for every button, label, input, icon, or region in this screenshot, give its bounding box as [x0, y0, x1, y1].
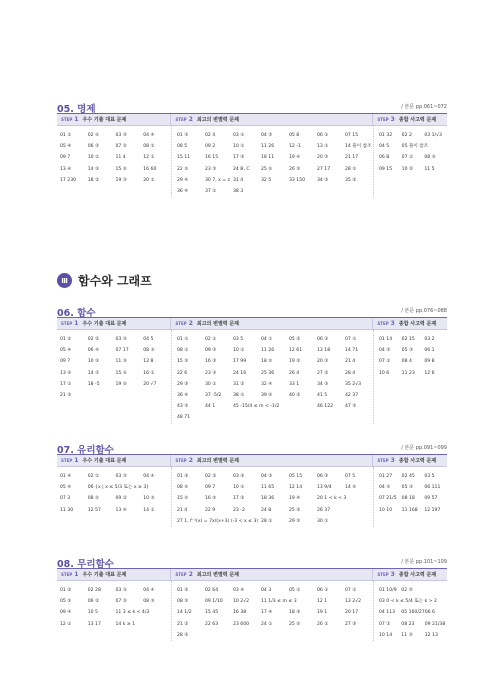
- answer-item: 11 168: [401, 507, 418, 513]
- answer-item: 02 ⑤: [87, 133, 100, 138]
- answer-item: 07 ①: [401, 155, 414, 161]
- answer-item: 17 ④: [261, 610, 273, 616]
- page-reference: / 본문 pp.101~109: [401, 559, 447, 565]
- answer-item: 13 ④: [60, 166, 72, 172]
- answer-item: 46 122: [317, 404, 334, 410]
- answer-item: 19 ④: [289, 496, 301, 502]
- answer-item: 36 ④: [177, 392, 189, 398]
- section-title: 08. 무리함수: [57, 559, 114, 570]
- answer-item: 48 71: [177, 415, 191, 421]
- page-reference: / 본문 pp.091~099: [401, 445, 447, 451]
- answer-item: 05 ②: [289, 337, 301, 342]
- answer-item: 15 11: [177, 155, 191, 161]
- answer-item: 07 3: [60, 496, 71, 502]
- answer-item: 33 1: [289, 381, 300, 387]
- answer-item: 21 4: [177, 507, 188, 513]
- answer-item: 18 36: [261, 496, 275, 502]
- answer-item: 24 8: [261, 507, 272, 513]
- answer-item: 12 6: [424, 370, 435, 376]
- answer-item: 07 15: [345, 133, 359, 138]
- answer-item: 16 ①: [143, 370, 155, 376]
- answer-item: 02 4: [205, 133, 216, 138]
- answer-item: 30 ①: [205, 381, 217, 387]
- answer-item: 18 -5: [87, 381, 100, 387]
- answer-item: 01 ③: [177, 133, 189, 138]
- answer-item: 05 ①: [289, 588, 301, 593]
- answer-item: 20 ③: [317, 359, 329, 365]
- step2-answers: [171, 581, 373, 641]
- answer-item: 08 ⑤: [143, 348, 155, 354]
- answer-item: 05 풀이 참조: [401, 144, 429, 150]
- answer-item: 28 ③: [177, 632, 189, 638]
- answer-item: 14 ③: [87, 370, 100, 376]
- answer-item: 05 ④: [60, 144, 72, 150]
- answer-item: 02 28: [87, 588, 101, 593]
- answer-item: 09 57: [424, 496, 438, 502]
- answer-item: 12 14: [289, 485, 303, 491]
- answer-item: 07 ①: [379, 359, 391, 365]
- answer-item: 10 ①: [233, 348, 245, 354]
- answer-item: 02 15: [401, 337, 415, 342]
- answer-item: 13 ⑤: [60, 370, 72, 376]
- answer-item: 07 ③: [115, 599, 127, 605]
- answer-item: 23 600: [233, 621, 250, 627]
- answer-item: 09 ③: [205, 348, 217, 354]
- answer-item: 21 ②: [177, 621, 189, 627]
- answer-item: 22 ⑤: [177, 166, 189, 172]
- answer-item: 12 -1: [289, 144, 301, 150]
- answer-item: 07 ②: [379, 621, 391, 627]
- answer-item: 10 ⑤: [143, 496, 155, 502]
- answer-item: 35 2√3: [345, 381, 362, 387]
- answer-item: 33 150: [289, 177, 306, 183]
- answer-item: 02 ①: [205, 337, 217, 342]
- answer-item: 11 30: [60, 507, 74, 513]
- answer-item: 34 ③: [317, 177, 329, 183]
- answer-item: 16 ⑤: [205, 496, 217, 502]
- answer-item: 16 15: [205, 155, 219, 161]
- step2-answers: [171, 330, 373, 424]
- answer-item: 01 27: [379, 474, 393, 479]
- answer-item: 19 1: [317, 610, 328, 616]
- answer-item: 09 ②: [115, 496, 127, 502]
- answer-item: 20 ①: [143, 177, 155, 183]
- answer-item: 08 5: [177, 144, 188, 150]
- chapter-title: 함수와 그래프: [78, 274, 152, 288]
- answer-item: 03 ③: [115, 337, 127, 342]
- answer-item: 08 18: [401, 496, 415, 502]
- section-07: [57, 442, 447, 527]
- page-reference: / 본문 pp.061~072: [401, 104, 447, 110]
- answer-item: 06 ①: [317, 133, 329, 138]
- answer-item: 27 17: [317, 166, 331, 172]
- answer-item: 12 197: [424, 507, 441, 513]
- answer-item: 05 8: [289, 133, 300, 138]
- answer-item: 10 ②: [401, 166, 414, 172]
- answer-item: 35 ②: [345, 177, 357, 183]
- step1-answers: [57, 581, 171, 641]
- answer-item: 06 ②: [317, 337, 329, 342]
- answer-item: 01 ①: [60, 133, 72, 138]
- answer-item: 11 5: [424, 166, 435, 172]
- answer-item: 01 32: [379, 133, 393, 138]
- answer-item: 24 B, C: [233, 166, 250, 172]
- answer-item: 26 ①: [317, 621, 329, 627]
- answer-item: 15 ⑤: [115, 166, 127, 172]
- answer-item: 04 5: [143, 337, 154, 342]
- answer-item: 25 ⑤: [261, 166, 273, 172]
- answer-item: 17 99: [233, 359, 247, 365]
- answer-item: 01 10/9: [379, 588, 397, 593]
- step3-answers: [373, 330, 447, 424]
- answer-item: 12 ①: [60, 621, 72, 627]
- answer-item: 24 16: [233, 370, 247, 376]
- answer-item: 28 4: [345, 370, 356, 376]
- answer-item: 21 ③: [60, 392, 72, 398]
- answer-item: 01 ②: [177, 588, 189, 593]
- answer-item: 20 1 < k < 3: [317, 496, 347, 502]
- answer-item: 13 ④: [115, 507, 127, 513]
- answer-item: 14 ③: [87, 166, 100, 172]
- answer-item: 01 ④: [60, 474, 72, 479]
- answer-item: 27 ③: [345, 621, 357, 627]
- step-header: STEP 1 우수 기출 대표 문제 STEP 2 최고의 변별력 문제 STEP 3 종합 사고력 문제: [57, 318, 447, 330]
- answer-item: 10 ③: [87, 359, 100, 365]
- answer-item: 08 ⑤: [424, 155, 436, 161]
- answer-item: 13 18: [317, 348, 331, 354]
- answer-item: 25 ②: [289, 507, 301, 513]
- answer-item: 14 1/2: [177, 610, 192, 616]
- step3-answers: [373, 581, 447, 641]
- answer-item: 38 3: [233, 188, 244, 194]
- answer-item: 11 4: [115, 155, 126, 161]
- answer-item: 10 6: [379, 370, 390, 376]
- answer-item: 08 ①: [177, 348, 189, 354]
- step2-answers: [171, 126, 373, 197]
- answer-item: 07 17: [115, 348, 129, 354]
- answer-item: 11 ③: [115, 359, 127, 365]
- answer-item: 34 ③: [317, 381, 329, 387]
- answer-item: 10 ①: [87, 155, 100, 161]
- answer-item: 23 ③: [205, 166, 217, 172]
- answer-item: 06 ①: [317, 588, 329, 593]
- answer-item: 06 ④: [87, 348, 100, 354]
- answer-item: 09 21/38: [424, 621, 446, 627]
- answer-item: 24 ①: [261, 621, 273, 627]
- step3-answers: [373, 126, 447, 197]
- answer-item: 02 ①: [87, 474, 100, 479]
- answer-item: 27 ②: [317, 370, 329, 376]
- answer-item: 45 -15/4 ≤ m < -1/2: [233, 404, 280, 410]
- section-05: [57, 101, 447, 197]
- answer-item: 07 ②: [115, 144, 127, 150]
- answer-item: 04 ③: [379, 348, 391, 354]
- answer-item: 18 ③: [289, 610, 301, 616]
- answer-item: 11 26: [261, 144, 275, 150]
- answer-item: 06 1: [424, 348, 435, 354]
- answer-item: 03 5: [424, 474, 435, 479]
- answer-item: 03 ③: [115, 588, 127, 593]
- answer-item: 15 ⑤: [115, 370, 127, 376]
- answer-item: 39 ⑤: [261, 392, 273, 398]
- answer-item: 05 ④: [60, 485, 72, 491]
- chapter-heading: [57, 272, 152, 289]
- answer-item: 01 ③: [177, 474, 189, 479]
- answer-item: 22 9: [205, 507, 216, 513]
- answer-item: 05 160/27: [401, 610, 425, 616]
- answer-item: 19 ④: [289, 155, 301, 161]
- answer-item: 11 3 ≤ k < 4/3: [115, 610, 150, 616]
- answer-item: 29 ③: [289, 518, 301, 524]
- answer-item: 17 230: [60, 177, 77, 183]
- answer-item: 04 ④: [143, 474, 155, 479]
- step-header: STEP 1 우수 기출 대표 문제 STEP 2 최고의 변별력 문제 STEP 3 종합 사고력 문제: [57, 455, 447, 467]
- answer-item: 20 √7: [143, 381, 157, 387]
- answer-item: 12 1: [317, 599, 328, 605]
- section-title: 05. 명제: [57, 104, 96, 115]
- step-header: STEP 1 우수 기출 대표 문제 STEP 2 최고의 변별력 문제 STEP 3 종합 사고력 문제: [57, 569, 447, 581]
- answer-item: 23 -2: [233, 507, 245, 513]
- answer-item: 08 ①: [143, 144, 155, 150]
- answer-item: 30 ①: [317, 518, 329, 524]
- answer-item: 03 ③: [115, 133, 127, 138]
- answer-item: 07 5: [345, 474, 356, 479]
- answer-item: 09 1/10: [205, 599, 223, 605]
- step1-answers: [57, 126, 171, 197]
- answer-item: 14 ⑤: [345, 485, 357, 491]
- answer-item: 04 ④: [143, 133, 155, 138]
- answer-item: 03 ③: [115, 474, 127, 479]
- answer-item: 11 1/3 ≤ m ≤ 3: [261, 599, 297, 605]
- answer-item: 23 ③: [205, 370, 217, 376]
- answer-item: 12 61: [289, 348, 303, 354]
- answer-item: 13 2√2: [345, 599, 362, 605]
- answer-item: 05 ⑤: [60, 599, 72, 605]
- answer-item: 11 ③: [401, 632, 413, 638]
- answer-item: 17 ①: [60, 381, 72, 387]
- answer-item: 37 ①: [205, 188, 217, 194]
- step-header: STEP 1 우수 기출 대표 문제 STEP 2 최고의 변별력 문제 STEP 3 종합 사고력 문제: [57, 114, 447, 126]
- answer-item: 44 1: [205, 404, 216, 410]
- answer-item: 09 ④: [60, 610, 72, 616]
- answer-item: 02 ③: [401, 588, 413, 593]
- answer-item: 01 ①: [177, 337, 189, 342]
- chapter-number-badge: Ⅲ: [57, 273, 72, 288]
- answer-item: 15 ⑤: [177, 496, 189, 502]
- answer-item: 12 8: [143, 359, 154, 365]
- answer-item: 38 ①: [233, 392, 245, 398]
- answer-item: 08 ⑤: [87, 496, 100, 502]
- answer-item: 07 ①: [345, 588, 357, 593]
- answer-item: 10 5: [87, 610, 98, 616]
- answer-item: 09 2: [205, 144, 216, 150]
- answer-item: 16 ③: [205, 359, 217, 365]
- answer-item: 06 6: [424, 610, 435, 616]
- answer-item: 10 ①: [233, 144, 245, 150]
- answer-item: 42 37: [345, 392, 359, 398]
- answer-item: 05 15: [289, 474, 303, 479]
- answer-item: 05 ③: [401, 348, 414, 354]
- answer-item: 20 ③: [317, 155, 329, 161]
- answer-item: 14 풀이 참조: [345, 144, 372, 150]
- answer-item: 16 60: [143, 166, 157, 172]
- answer-item: 21 4: [345, 359, 356, 365]
- answer-item: 22 63: [205, 621, 219, 627]
- answer-item: 03 ①: [233, 133, 245, 138]
- answer-item: 31 4: [233, 177, 244, 183]
- answer-item: 01 ⑤: [60, 337, 72, 342]
- answer-item: 02 45: [401, 474, 415, 479]
- step3-answers: [373, 467, 447, 527]
- answer-item: 31 ②: [233, 381, 245, 387]
- answer-item: 07 21/5: [379, 496, 397, 502]
- answer-item: 17 ③: [233, 155, 245, 161]
- answer-item: 32 5: [261, 177, 272, 183]
- answer-item: 14 71: [345, 348, 359, 354]
- answer-item: 06 ②: [87, 599, 100, 605]
- answer-item: 18 11: [261, 155, 275, 161]
- answer-item: 06 B: [379, 155, 390, 161]
- answer-item: 09 7: [205, 485, 216, 491]
- answer-item: 04 113: [379, 610, 396, 616]
- answer-item: 02 ②: [205, 474, 217, 479]
- answer-item: 29 ④: [177, 177, 189, 183]
- answer-item: 06 ③: [87, 144, 100, 150]
- answer-item: 03 ③: [233, 474, 245, 479]
- step1-answers: [57, 330, 171, 424]
- answer-item: 12 13: [424, 632, 438, 638]
- answer-item: 18 ②: [87, 177, 100, 183]
- answer-item: 04 ③: [261, 474, 273, 479]
- answer-item: 03 ④: [233, 588, 245, 593]
- answer-item: 20 17: [345, 610, 359, 616]
- answer-item: 10 ①: [233, 485, 245, 491]
- answer-item: 09 8: [424, 359, 435, 365]
- answer-item: 21 17: [345, 155, 359, 161]
- answer-item: 03 2: [424, 337, 435, 342]
- answer-item: 03 1/√3: [424, 133, 442, 138]
- answer-item: 15 ③: [177, 359, 189, 365]
- section-title: 06. 함수: [57, 308, 96, 319]
- answer-item: 04 ③: [261, 133, 273, 138]
- answer-item: 12 ①: [143, 155, 155, 161]
- answer-item: 12 57: [87, 507, 101, 513]
- answer-item: 47 ③: [345, 404, 357, 410]
- answer-item: 13 17: [87, 621, 101, 627]
- answer-item: 43 ③: [177, 404, 189, 410]
- answer-item: 26 ③: [289, 166, 301, 172]
- answer-item: 19 ⑤: [115, 381, 127, 387]
- answer-item: 04 ⑤: [379, 485, 391, 491]
- answer-item: 08 ⑤: [143, 599, 155, 605]
- step1-answers: [57, 467, 171, 527]
- answer-item: 16 38: [233, 610, 247, 616]
- answer-item: 22 6: [177, 370, 188, 376]
- answer-item: 09 15: [379, 166, 393, 172]
- answer-item: 29 ③: [177, 381, 189, 387]
- page-reference: / 본문 pp.076~088: [401, 308, 447, 314]
- answer-item: 13 9/4: [317, 485, 332, 491]
- answer-item: 26 4: [289, 370, 300, 376]
- answer-item: 09 7: [60, 359, 71, 365]
- section-06: [57, 305, 447, 424]
- section-08: [57, 556, 447, 641]
- answer-item: 25 ⑤: [289, 621, 301, 627]
- answer-item: 14 k ≥ 1: [115, 621, 136, 627]
- answer-item: 11 23: [401, 370, 415, 376]
- answer-item: 08 ⑤: [177, 485, 189, 491]
- answer-item: 03 5: [233, 337, 244, 342]
- answer-item: 08 ③: [177, 599, 189, 605]
- answer-item: 25 36: [261, 370, 275, 376]
- answer-item: 28 ①: [261, 518, 273, 524]
- answer-item: 26 37: [317, 507, 331, 513]
- answer-item: 06 {x | x ≤ 5/3 또는 x ≥ 3}: [87, 485, 150, 491]
- step2-answers: [171, 467, 373, 527]
- answer-item: 27 1, f⁻¹(x) = 7x/(x+3) (-3 < x ≤ 3): [177, 518, 259, 524]
- answer-item: 10 10: [379, 507, 393, 513]
- answer-item: 02 2: [401, 133, 412, 138]
- answer-item: 04 5: [379, 144, 390, 150]
- answer-item: 04 3: [261, 588, 272, 593]
- answer-item: 36 ④: [177, 188, 189, 194]
- answer-item: 06 ③: [317, 474, 329, 479]
- answer-item: 08 23: [401, 621, 415, 627]
- answer-item: 30 7, x = z: [205, 177, 231, 183]
- answer-item: 17 ②: [233, 496, 245, 502]
- answer-item: 03 0 < k ≤ 5/4 또는 k > 2: [379, 599, 437, 605]
- answer-item: 01 ②: [60, 588, 72, 593]
- answer-item: 28 ①: [345, 166, 357, 172]
- answer-item: 15 45: [205, 610, 219, 616]
- answer-item: 08 4: [401, 359, 412, 365]
- answer-item: 10 2√2: [233, 599, 250, 605]
- section-title: 07. 유리함수: [57, 445, 114, 456]
- answer-item: 01 14: [379, 337, 393, 342]
- answer-item: 02 64: [205, 588, 219, 593]
- answer-item: 06 111: [424, 485, 441, 491]
- answer-item: 09 7: [60, 155, 71, 161]
- answer-item: 11 65: [261, 485, 275, 491]
- answer-item: 14 ①: [143, 507, 155, 513]
- answer-item: 13 ①: [317, 144, 329, 150]
- answer-item: 37 -5/2: [205, 392, 222, 398]
- answer-item: 40 ②: [289, 392, 301, 398]
- answer-item: 18 ⑤: [261, 359, 273, 365]
- answer-item: 02 ②: [87, 337, 100, 342]
- answer-item: 10 14: [379, 632, 393, 638]
- answer-item: 32 ④: [261, 381, 273, 387]
- answer-item: 05 ③: [401, 485, 414, 491]
- answer-item: 04 ④: [143, 588, 155, 593]
- answer-item: 41 5: [317, 392, 328, 398]
- answer-item: 05 ④: [60, 348, 72, 354]
- answer-item: 19 ③: [115, 177, 127, 183]
- answer-item: 04 ①: [261, 337, 273, 342]
- answer-item: 19 ②: [289, 359, 301, 365]
- answer-item: 07 ①: [345, 337, 357, 342]
- answer-item: 11 26: [261, 348, 275, 354]
